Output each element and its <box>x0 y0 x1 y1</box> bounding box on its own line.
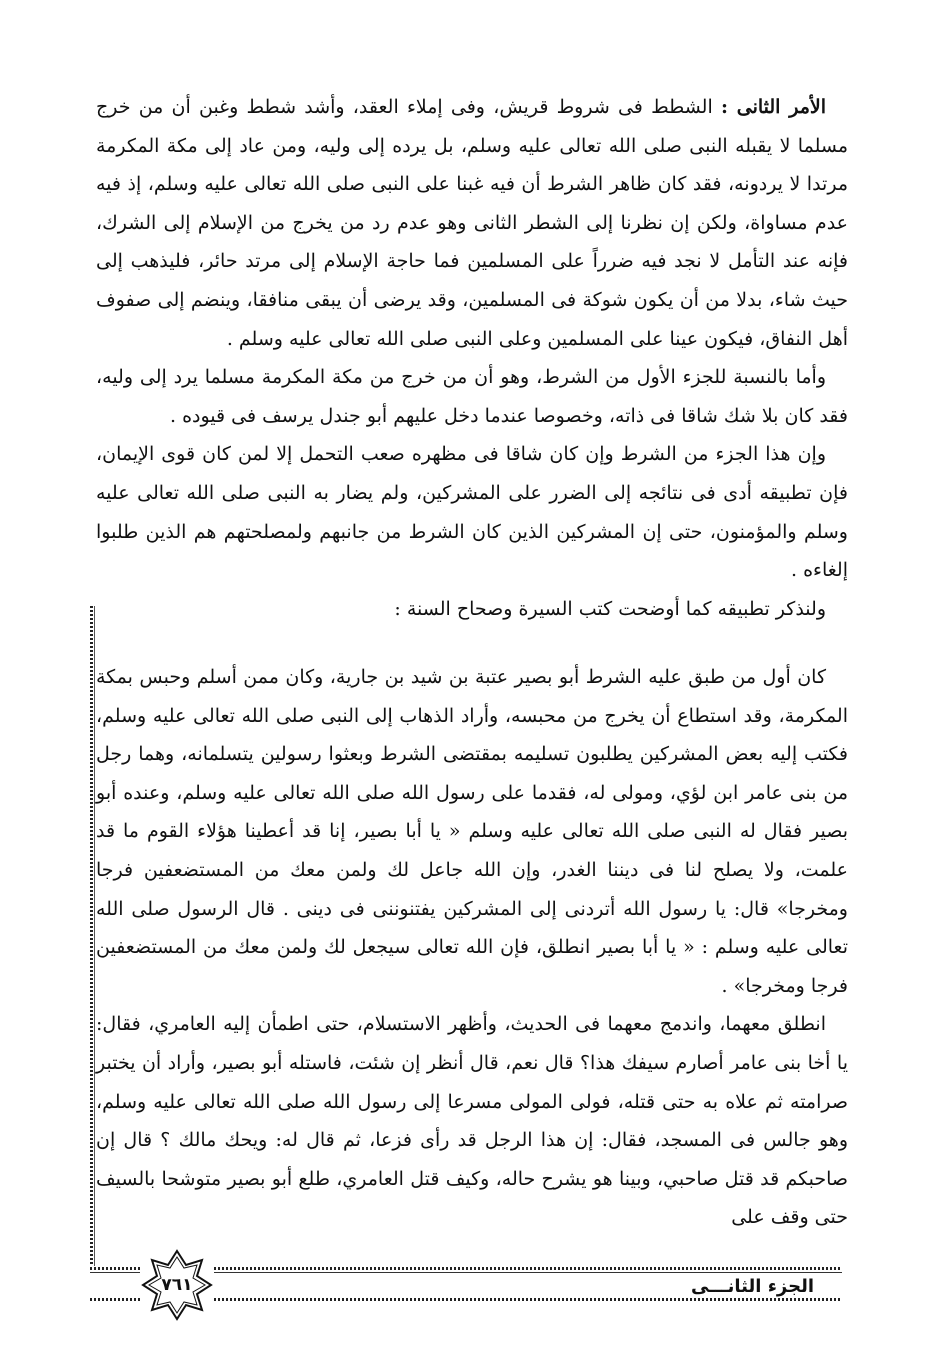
paragraph: وإن هذا الجزء من الشرط وإن كان شاقا فى مظهره صعب التحمل إلا لمن كان قوى الإيمان، فإن تطبيقه أدى فى نتائجه إلى الضرر على المشركين، ولم يضار به النبى صلى الله تعالى عليه وسلم والمؤمنون، حتى إن المشركين الذين كان الشرط من جانبهم ولمصلحتهم هم الذين طلبوا إلغاءه . <box>96 443 848 582</box>
story-section <box>96 658 848 1237</box>
section-lead: الأمر الثانى : <box>720 96 827 118</box>
border-line-left <box>94 606 95 1266</box>
paragraph: انطلق معهما، واندمج معهما فى الحديث، وأظهر الاستسلام، حتى اطمأن إليه العامري، فقال: يا أخا بنى عامر أصارم سيفك هذا؟ قال نعم، قال أنظر إن شئت، فاستله أبو بصير، وأراد أن يختبر صرامته ثم علاه به حتى قتله، فولى المولى مسرعا إلى رسول الله صلى الله تعالى عليه وسلم، وهو جالس فى المسجد، فقال: إن هذا الرجل قد رأى فزعا، ثم قال له: ويحك مالك ؟ قال إن صاحبكم قد قتل صاحبي، وبينا هو يشرح حاله، وكيف قتل العامري، طلع أبو بصير متوشحا بالسيف حتى وقف على <box>96 1013 848 1229</box>
ornamental-border-left <box>90 606 93 1266</box>
volume-label: الجزء الثانـــى <box>685 1276 820 1297</box>
paragraph <box>96 88 848 358</box>
paragraph: كان أول من طبق عليه الشرط أبو بصير عتبة بن شيد بن جارية، وكان ممن أسلم وحبس بمكة المكرمة، وقد استطاع أن يخرج من محبسه، وأراد الذهاب إلى النبى صلى الله تعالى عليه وسلم، فكتب إليه بعض المشركين يطلبون تسليمه بمقتضى الشرط وبعثوا رسولين يتسلمانه، وهما رجل من بنى عامر ابن لؤي، ومولى له، فقدما على رسول الله صلى الله تعالى عليه وسلم، وعنده أبو بصير فقال له النبى صلى الله تعالى عليه وسلم « يا أبا بصير، إنا قد أعطينا هؤلاء القوم ما قد علمت، ولا يصلح لنا فى ديننا الغدر، وإن الله جاعل لك ولمن معك من المستضعفين فرجا ومخرجا» قال: يا رسول الله أتردنى إلى المشركين يفتنوننى فى دينى . قال الرسول صلى الله تعالى عليه وسلم : « يا أبا بصير انطلق، فإن الله تعالى سيجعل لك ولمن معك من المستضعفين فرجا ومخرجا» . <box>96 666 848 997</box>
page-number-badge <box>140 1248 214 1322</box>
paragraph: ولنذكر تطبيقه كما أوضحت كتب السيرة وصحاح السنة : <box>394 597 826 620</box>
paragraph-text: الشطط فى شروط قريش، وفى إملاء العقد، وأشد شطط وغبن أن من خرج مسلما لا يقبله النبى صلى الله تعالى عليه وسلم، بل يرده إلى وليه، ومن عاد إلى مكة المكرمة مرتدا لا يردونه، فقد كان ظاهر الشرط أن فيه غبنا على النبى صلى الله تعالى عليه وسلم، إذ فيه عدم مساواة، ولكن إن نظرنا إلى الشطر الثانى وهو عدم رد من يخرج من الإسلام إلى الشرك، فإنه عند التأمل لا نجد فيه ضرراً على المسلمين فما حاجة الإسلام إلى مرتد حائر، فليذهب إلى حيث شاء، بدلا من أن يكون شوكة فى المسلمين، وقد يرضى أن يبقى منافقا، وينضم إلى صفوف أهل النفاق، فيكون عينا على المسلمين وعلى النبى صلى الله تعالى عليه وسلم . <box>96 96 848 350</box>
paragraph: وأما بالنسبة للجزء الأول من الشرط، وهو أن من خرج من مكة المكرمة مسلما يرد إلى وليه، فقد كان بلا شك شاقا فى ذاته، وخصوصا عندما دخل عليهم أبو جندل يرسف فى قيوده . <box>96 366 848 427</box>
page-number: ٧٦١ <box>161 1275 193 1295</box>
intro-section <box>96 88 848 628</box>
